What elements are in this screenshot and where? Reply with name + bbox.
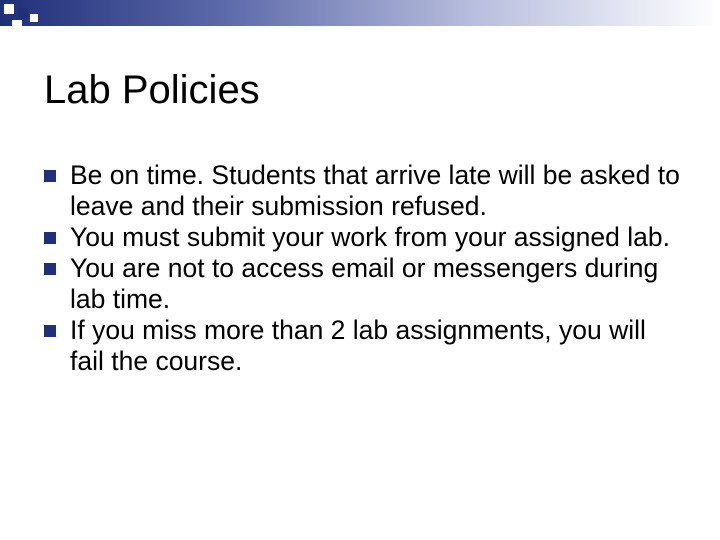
bullet-item	[44, 222, 684, 253]
square-bullet-icon	[44, 263, 56, 275]
slide-title: Lab Policies	[44, 68, 260, 112]
bullet-item	[44, 160, 684, 222]
bullet-item	[44, 315, 684, 377]
bullet-text: You are not to access email or messengers during lab time.	[70, 253, 659, 314]
square-bullet-icon	[44, 170, 56, 182]
square-bullet-icon	[44, 232, 56, 244]
bullet-item	[44, 253, 684, 315]
corner-square	[18, 8, 28, 18]
bullet-list	[44, 160, 684, 377]
square-bullet-icon	[44, 325, 56, 337]
bullet-text: If you miss more than 2 lab assignments, you will fail the course.	[70, 315, 646, 376]
header-gradient-band	[0, 0, 720, 26]
bullet-text: You must submit your work from your assigned lab.	[70, 222, 670, 252]
corner-square	[4, 4, 14, 14]
corner-square	[12, 20, 22, 30]
bullet-text: Be on time. Students that arrive late will be asked to leave and their submission refused.	[70, 160, 680, 221]
corner-square	[30, 14, 38, 22]
